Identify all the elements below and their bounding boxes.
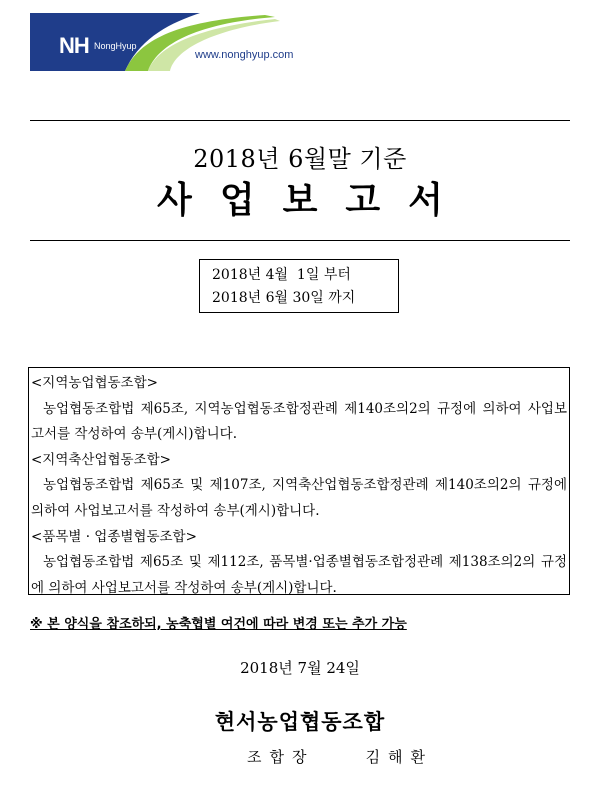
notice-heading: <품목별 · 업종별협동조합>	[31, 528, 197, 545]
period-box	[199, 259, 399, 313]
nh-logo-brand-sub: NongHyup	[94, 41, 137, 51]
report-date: 2018년 7월 24일	[240, 659, 360, 677]
period-end: 2018년 6월 30일 까지	[212, 290, 356, 306]
notice-heading: <지역축산업협동조합>	[31, 451, 171, 468]
organization-name: 현서농업협동조합	[214, 709, 386, 734]
notice-body: 농업협동조합법 제65조 및 제107조, 지역축산업협동조합정관례 제140조의2의 규정에 의하여 사업보고서를 작성하여 송부(게시)합니다.	[31, 477, 567, 519]
top-divider	[30, 120, 570, 121]
legal-notice-box	[28, 367, 570, 595]
nh-logo-url: www.nonghyup.com	[195, 49, 294, 61]
report-title: 사업보고서	[157, 180, 471, 221]
template-note: ※ 본 양식을 참조하되, 농축협별 여건에 따라 변경 또는 추가 가능	[30, 617, 407, 632]
report-subtitle: 2018년 6월말 기준	[193, 145, 407, 173]
title-divider	[30, 240, 570, 241]
signer-line	[247, 746, 433, 767]
signer-role: 조합장	[247, 748, 315, 766]
nh-logo-brand: NH	[59, 33, 89, 58]
notice-body: 농업협동조합법 제65조 및 제112조, 품목별·업종별협동조합정관례 제138조의2의 규정에 의하여 사업보고서를 작성하여 송부(게시)합니다.	[31, 554, 567, 596]
nh-logo	[30, 13, 294, 71]
signer-name: 김해환	[365, 748, 434, 766]
period-start: 2018년 4월 1일 부터	[212, 267, 351, 283]
notice-heading: <지역농업협동조합>	[31, 375, 158, 391]
notice-body: 농업협동조합법 제65조, 지역농업협동조합정관례 제140조의2의 규정에 의하여 사업보고서를 작성하여 송부(게시)합니다.	[31, 400, 567, 443]
